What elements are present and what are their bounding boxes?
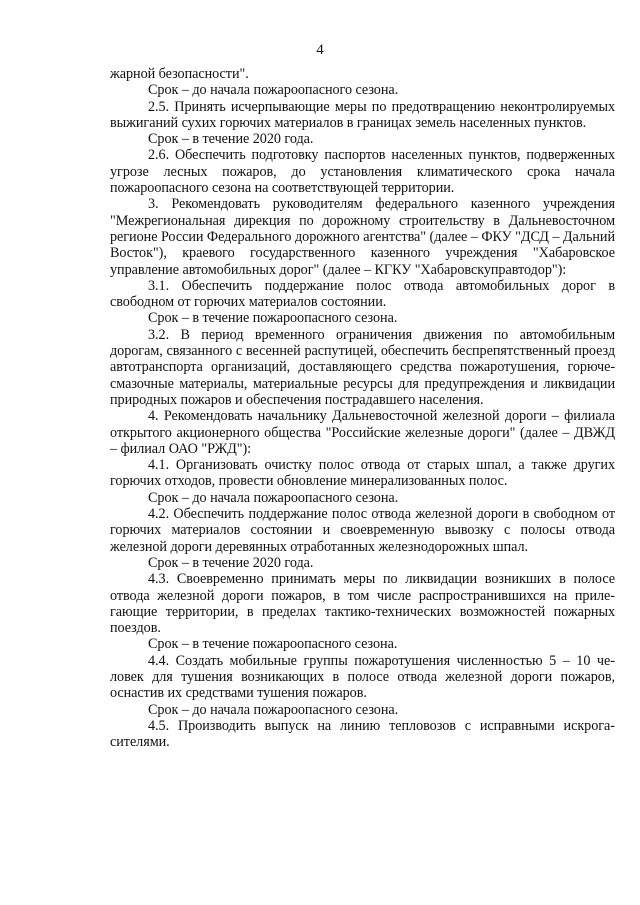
paragraph: Срок – до начала пожароопасного сезона. <box>148 82 399 99</box>
page-number: 4 <box>316 42 324 58</box>
paragraph: 3. Рекомендовать руководителям федерального казенного учреждения "Межрегиональная дирекция по дорожному строительству в Дальневосточном регионе России Федерального дорожного агентства" (далее – ФКУ "ДСД – Дальний Восток"), краевого государственного казенного учреждения "Хабаровское управление автомобильных дорог" (далее – КГКУ "Хабаровскуправтодор"): <box>110 196 615 278</box>
paragraph: 3.2. В период временного ограничения движения по автомобильным дорогам, связанного с весенней распутицей, обеспечить беспрепятственный проезд автотранспорта организаций, доставляющего средства пожаротушения, горюче-смазочные материалы, материальные ресурсы для предупреждения и ликвидации природных пожаров и обеспечения пострадавшего населения. <box>110 326 615 408</box>
paragraph: 2.6. Обеспечить подготовку паспортов населенных пунктов, подверженных угрозе лесных пожаров, до установления климатического срока начала пожароопасного сезона на соответствующей территории. <box>110 147 615 197</box>
document-body <box>110 66 615 750</box>
paragraph: 4.3. Своевременно принимать меры по ликвидации возникших в полосе отвода железной дороги пожаров, в том числе распространившихся на прилегающие территории, в пределах тактико-технических возможностей пожарных поездов. <box>110 571 615 637</box>
paragraph: Срок – в течение 2020 года. <box>148 554 314 571</box>
paragraph: 4. Рекомендовать начальнику Дальневосточной железной дороги – филиала открытого акционерного общества "Российские железные дороги" (далее – ДВЖД – филиал ОАО "РЖД"): <box>110 408 615 457</box>
paragraph: Срок – в течение 2020 года. <box>148 131 314 148</box>
paragraph: 4.4. Создать мобильные группы пожаротушения численностью 5 – 10 человек для тушения возникающих в полосе отвода железной дороги пожаров, оснастив их средствами тушения пожаров. <box>110 652 615 702</box>
paragraph: 4.2. Обеспечить поддержание полос отвода железной дороги в свободном от горючих материалов состоянии и своевременную вывозку с полосы отвода железной дороги деревянных отработанных железнодорожных шпал. <box>110 506 615 555</box>
paragraph: 2.5. Принять исчерпывающие меры по предотвращению неконтролируемых выжиганий сухих горючих материалов в границах земель населенных пунктов. <box>110 98 615 131</box>
paragraph: Срок – до начала пожароопасного сезона. <box>148 701 399 718</box>
paragraph: жарной безопасности". <box>110 66 249 82</box>
paragraph: 3.1. Обеспечить поддержание полос отвода автомобильных дорог в свободном от горючих материалов состоянии. <box>110 277 615 311</box>
paragraph: Срок – до начала пожароопасного сезона. <box>148 489 399 506</box>
paragraph: 4.5. Производить выпуск на линию тепловозов с исправными искрогасителями. <box>110 717 615 751</box>
paragraph: Срок – в течение пожароопасного сезона. <box>148 636 398 653</box>
paragraph: Срок – в течение пожароопасного сезона. <box>148 310 398 327</box>
paragraph: 4.1. Организовать очистку полос отвода от старых шпал, а также других горючих отходов, провести обновление минерализованных полос. <box>110 457 615 490</box>
